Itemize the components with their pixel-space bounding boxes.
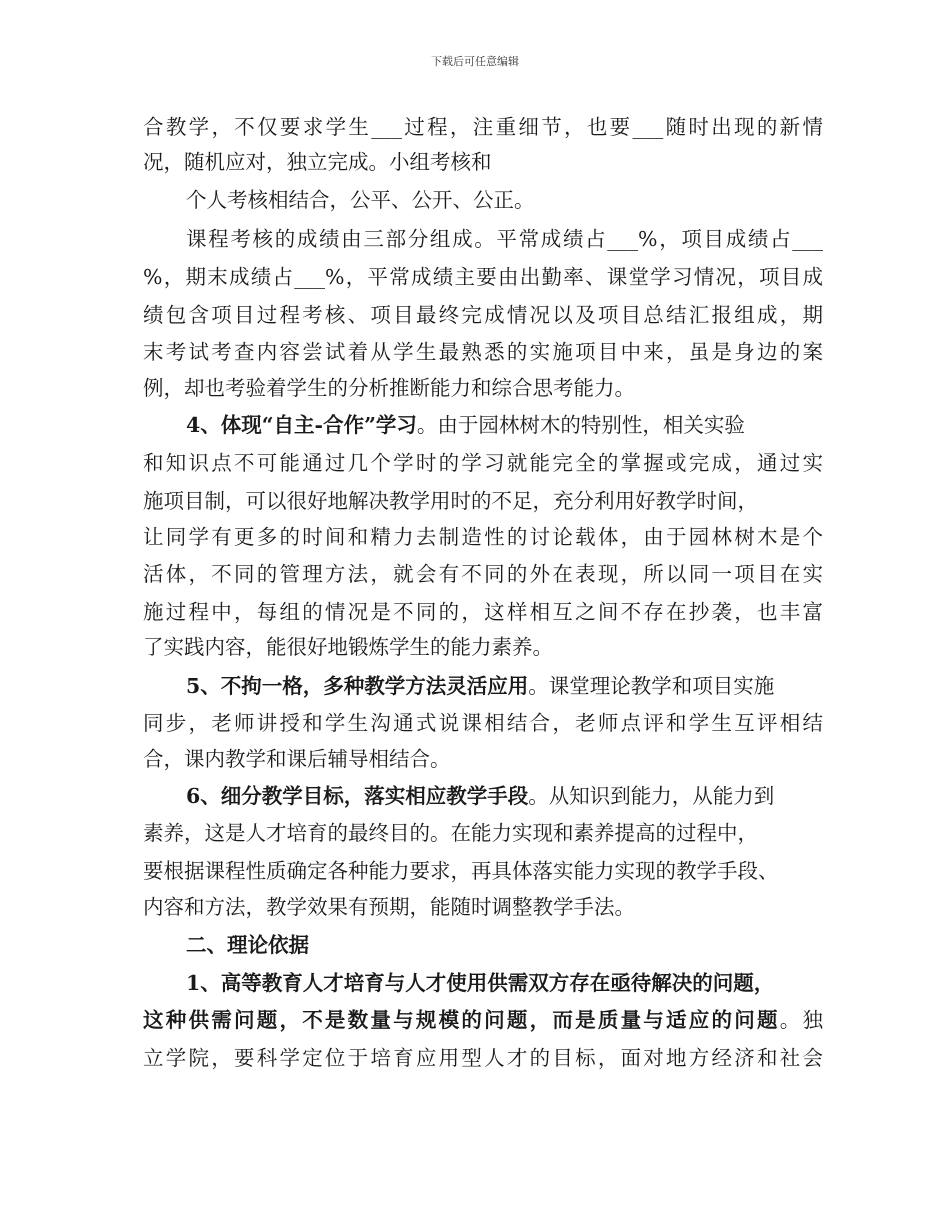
section-title: 二、理论依据 — [186, 933, 309, 957]
text-line: 况，随机应对，独立完成。小组考核和 — [143, 150, 492, 174]
text-line: 课程考核的成绩由三部分组成。平常成绩占___%，项目成绩占___ — [186, 227, 823, 251]
bold-heading: 6、细分教学目标，落实相应教学手段 — [186, 784, 529, 808]
text-line: 施过程中，每组的情况是不同的，这样相互之间不存在抄袭，也丰富 — [143, 600, 823, 624]
text-line: 让同学有更多的时间和精力去制造性的讨论载体，由于园林树木是个 — [143, 525, 823, 549]
text-line: 素养，这是人才培育的最终目的。在能力实现和素养提高的过程中， — [143, 821, 758, 845]
text-line: 和知识点不可能通过几个学时的学习就能完全的掌握或完成，通过实 — [143, 451, 823, 475]
text-continuation: 。独 — [779, 1008, 824, 1032]
heading-continuation: 。由于园林树木的特别性，相关实验 — [416, 413, 745, 437]
text-line: %，期末成绩占___%，平常成绩主要由出勤率、课堂学习情况，项目成 — [143, 265, 823, 289]
heading-continuation: 。课堂理论教学和项目实施 — [528, 674, 775, 698]
section-heading-4 — [186, 408, 823, 442]
text-line: 个人考核相结合，公平、公开、公正。 — [186, 188, 535, 212]
text-line: 了实践内容，能很好地锻炼学生的能力素养。 — [143, 635, 553, 659]
text-line: 要根据课程性质确定各种能力要求，再具体落实能力实现的教学手段、 — [143, 859, 779, 883]
text-line: 合教学，不仅要求学生___过程，注重细节，也要___随时出现的新情 — [143, 115, 823, 139]
bold-heading: 5、不拘一格，多种教学方法灵活应用 — [186, 674, 529, 698]
text-line: 末考试考查内容尝试着从学生最熟悉的实施项目中来，虽是身边的案 — [143, 340, 823, 364]
text-line: 绩包含项目过程考核、项目最终完成情况以及项目总结汇报组成，期 — [143, 303, 823, 327]
heading-continuation: 。从知识到能力，从能力到 — [528, 784, 775, 808]
text-line: 施项目制，可以很好地解决教学用时的不足，充分利用好教学时间， — [143, 489, 758, 513]
mixed-text-line — [143, 1003, 823, 1037]
text-line: 内容和方法，教学效果有预期，能随时调整教学手法。 — [143, 895, 635, 919]
bold-text-line: 1、高等教育人才培育与人才使用供需双方存在亟待解决的问题， — [186, 971, 775, 995]
text-line: 同步，老师讲授和学生沟通式说课相结合，老师点评和学生互评相结 — [143, 711, 823, 735]
section-heading-5 — [186, 669, 823, 703]
page-header: 下载后可任意编辑 — [431, 55, 519, 68]
bold-text: 这种供需问题，不是数量与规模的问题，而是质量与适应的问题 — [143, 1008, 780, 1032]
text-line: 立学院，要科学定位于培育应用型人才的目标，面对地方经济和社会 — [143, 1046, 823, 1070]
text-line: 活体，不同的管理方法，就会有不同的外在表现，所以同一项目在实 — [143, 562, 823, 586]
text-line: 合，课内教学和课后辅导相结合。 — [143, 747, 451, 771]
section-heading-6 — [186, 779, 823, 813]
bold-heading: 4、体现“自主-合作”学习 — [186, 413, 417, 437]
text-line: 例，却也考验着学生的分析推断能力和综合思考能力。 — [143, 376, 635, 400]
